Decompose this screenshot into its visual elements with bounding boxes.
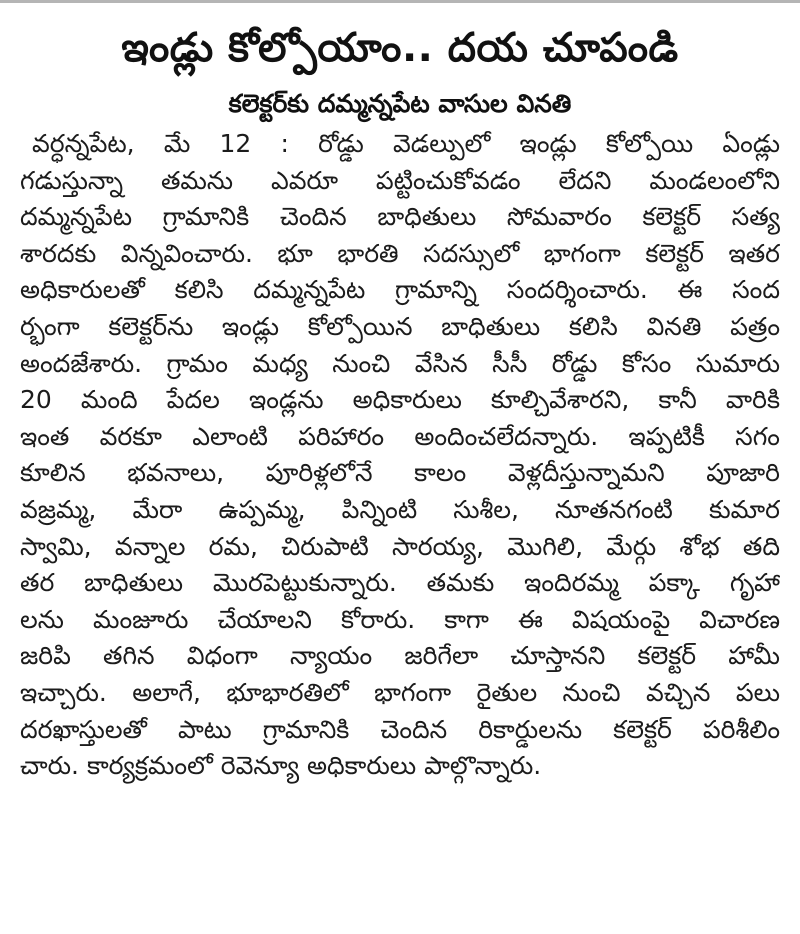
body-line: జరిపి తగిన విధంగా న్యాయం జరిగేలా చూస్తానని కలెక్టర్ హామీ (20, 641, 780, 671)
body-line: వజ్రమ్మ, మేరా ఉప్పమ్మ, పిన్నింటి సుశీల, నూతనగంటి కుమార (20, 494, 780, 524)
body-line: దమ్మన్నపేట గ్రామానికి చెందిన బాధితులు సోమవారం కలెక్టర్ సత్య (20, 202, 780, 232)
article-body (20, 126, 780, 926)
body-line: అందజేశారు. గ్రామం మధ్య నుంచి వేసిన సీసీ రోడ్డు కోసం సుమారు (20, 348, 780, 378)
body-line: తర బాధితులు మొరపెట్టుకున్నారు. తమకు ఇందిరమ్మ పక్కా గృహా (20, 568, 780, 598)
body-line: 20 మంది పేదల ఇండ్లను అధికారులు కూల్చివేశారని, కానీ వారికి (20, 385, 780, 415)
body-line: గడుస్తున్నా తమను ఎవరూ పట్టించుకోవడం లేదని మండలంలోని (20, 165, 780, 195)
body-line: కూలిన భవనాలు, పూరిళ్లలోనే కాలం వెళ్లదీస్తున్నామని పూజారి (20, 458, 780, 488)
body-line: శారదకు విన్నవించారు. భూ భారతి సదస్సులో భాగంగా కలెక్టర్ ఇతర (20, 238, 780, 268)
headline: ఇండ్లు కోల్పోయాం.. దయ చూపండి (121, 25, 679, 71)
top-rule (0, 0, 800, 3)
body-line: ర్భంగా కలెక్టర్‌ను ఇండ్లు కోల్పోయిన బాధితులు కలిసి వినతి పత్రం (20, 311, 780, 341)
body-line: చారు. కార్యక్రమంలో రెవెన్యూ అధికారులు పాల్గొన్నారు. (20, 751, 542, 781)
body-line: వర్ధన్నపేట, మే 12 : రోడ్డు వెడల్పులో ఇండ్లు కోల్పోయి ఏండ్లు (32, 129, 780, 158)
subheadline: కలెక్టర్‌కు దమ్మన్నపేట వాసుల వినతి (228, 89, 572, 118)
body-line: ఇచ్చారు. అలాగే, భూభారతిలో భాగంగా రైతుల నుంచి వచ్చిన పలు (20, 677, 780, 707)
body-line: అధికారులతో కలిసి దమ్మన్నపేట గ్రామాన్ని సందర్శించారు. ఈ సంద (20, 275, 780, 305)
body-line: స్వామి, వన్నాల రమ, చిరుపాటి సారయ్య, మొగిలి, మేర్గు శోభ తది (20, 531, 780, 561)
body-line: ఇంత వరకూ ఎలాంటి పరిహారం అందించలేదన్నారు. ఇప్పటికీ సగం (20, 421, 780, 451)
body-line: దరఖాస్తులతో పాటు గ్రామానికి చెందిన రికార్డులను కలెక్టర్ పరిశీలిం (20, 714, 780, 744)
body-line: లను మంజూరు చేయాలని కోరారు. కాగా ఈ విషయంపై విచారణ (20, 604, 780, 634)
